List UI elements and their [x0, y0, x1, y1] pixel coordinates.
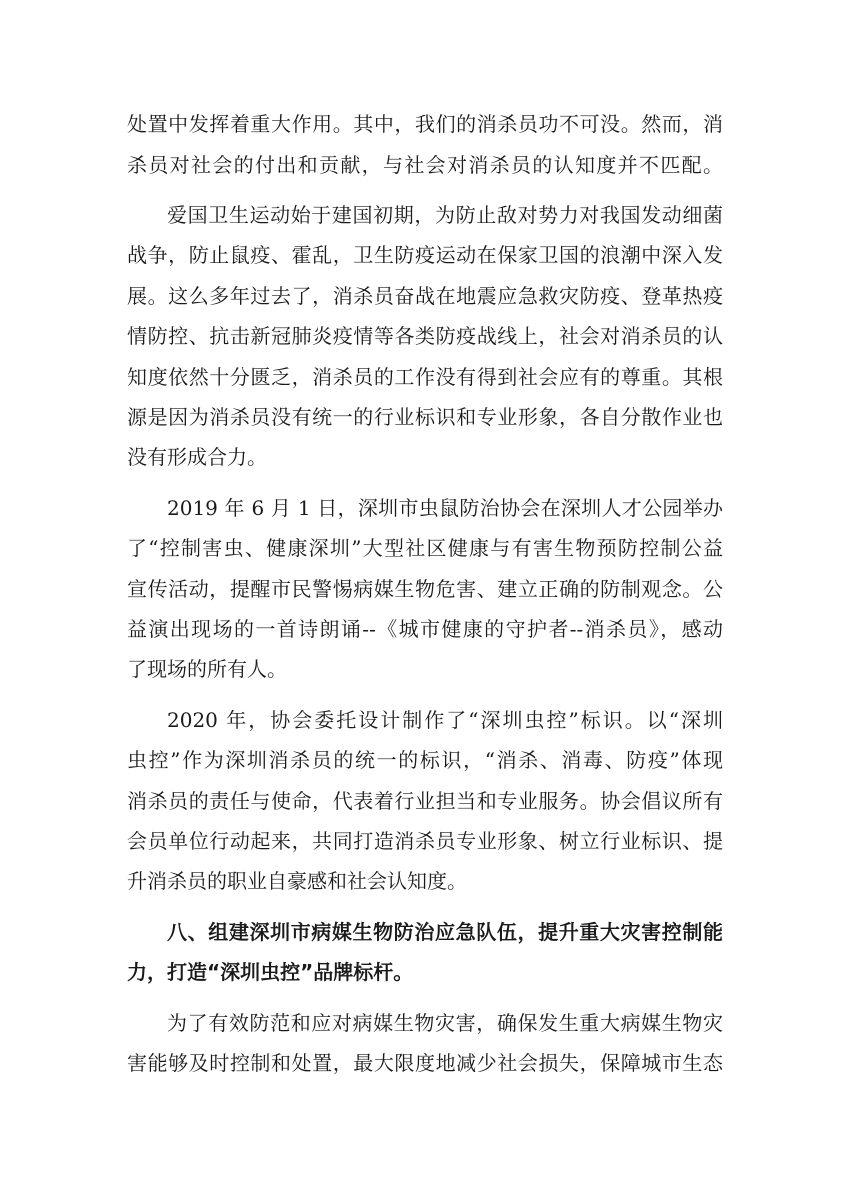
text-line: 处置中发挥着重大作用。其中，我们的消杀员功不可没。然而，消: [127, 112, 723, 136]
text-line: 了现场的所有人。: [127, 657, 287, 681]
text-line: 力，打造“深圳虫控”品牌标杆。: [127, 960, 414, 984]
text-line: 展。这么多年过去了，消杀员奋战在地震应急救灾防疫、登革热疫: [127, 284, 723, 308]
text-line: 战争，防止鼠疫、霍乱，卫生防疫运动在保家卫国的浪潮中深入发: [127, 243, 723, 267]
text-line: 害能够及时控制和处置，最大限度地减少社会损失，保障城市生态: [127, 1051, 723, 1075]
text-line: 益演出现场的一首诗朗诵--《城市健康的守护者--消杀员》，感动: [127, 617, 723, 641]
text-line: 杀员对社会的付出和贡献，与社会对消杀员的认知度并不匹配。: [127, 153, 723, 177]
text-line: 没有形成合力。: [127, 445, 267, 469]
text-line: 升消杀员的职业自豪感和社会认知度。: [127, 869, 467, 893]
text-line: 会员单位行动起来，共同打造消杀员专业形象、树立行业标识、提: [127, 829, 723, 853]
text-line: 2020 年，协会委托设计制作了“深圳虫控”标识。以“深圳: [167, 708, 723, 732]
text-line: 消杀员的责任与使命，代表着行业担当和专业服务。协会倡议所有: [127, 789, 723, 813]
text-line: 知度依然十分匮乏，消杀员的工作没有得到社会应有的尊重。其根: [127, 365, 723, 389]
text-line: 虫控”作为深圳消杀员的统一的标识，“消杀、消毒、防疫”体现: [127, 748, 723, 772]
text-line: 了“控制害虫、健康深圳”大型社区健康与有害生物预防控制公益: [127, 536, 723, 560]
text-line: 为了有效防范和应对病媒生物灾害，确保发生重大病媒生物灾: [167, 1011, 723, 1035]
text-line: 爱国卫生运动始于建国初期，为防止敌对势力对我国发动细菌: [167, 203, 723, 227]
text-line: 源是因为消杀员没有统一的行业标识和专业形象，各自分散作业也: [127, 405, 723, 429]
text-line: 宣传活动，提醒市民警惕病媒生物危害、建立正确的防制观念。公: [127, 577, 723, 601]
text-line: 八、组建深圳市病媒生物防治应急队伍，提升重大灾害控制能: [167, 920, 723, 944]
text-line: 2019 年 6 月 1 日，深圳市虫鼠防治协会在深圳人才公园举办: [167, 496, 723, 520]
text-line: 情防控、抗击新冠肺炎疫情等各类防疫战线上，社会对消杀员的认: [127, 324, 723, 348]
